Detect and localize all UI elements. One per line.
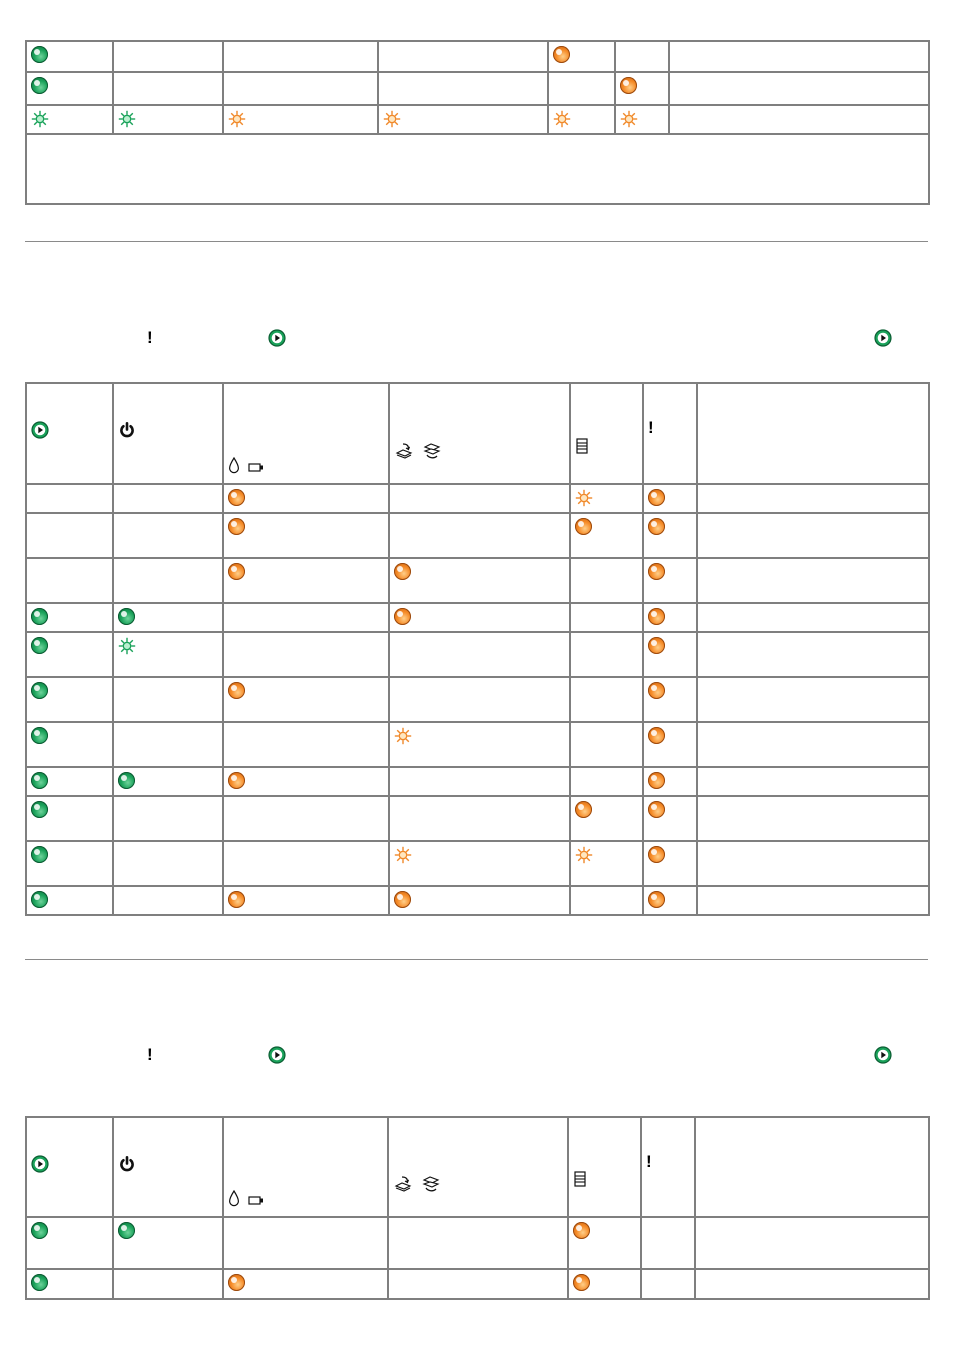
- table-cell: [26, 72, 113, 105]
- table-cell: [223, 796, 389, 841]
- table-row: [26, 558, 929, 603]
- table-cell: [113, 886, 223, 915]
- section-divider: [25, 959, 928, 960]
- table-cell: [615, 41, 669, 72]
- green-lamp-on-icon: [31, 727, 48, 744]
- table-cell: [389, 558, 570, 603]
- ready-continue-icon: [31, 1155, 49, 1176]
- troubleshooting-link[interactable]: [702, 518, 877, 552]
- tray-icon: [575, 437, 589, 458]
- table-row: [26, 484, 929, 513]
- table-cell: [223, 677, 389, 722]
- table-cell: [113, 72, 223, 105]
- table-cell: [643, 677, 697, 722]
- table-cell: [26, 677, 113, 722]
- table-cell: [378, 41, 548, 72]
- header-description: [697, 383, 929, 484]
- orange-lamp-on-icon: [648, 801, 665, 818]
- header-tray: [568, 1117, 641, 1217]
- power-icon: [118, 421, 136, 442]
- orange-lamp-on-icon: [575, 801, 592, 818]
- table-cell: [26, 1269, 113, 1299]
- orange-lamp-blinking-icon: [575, 846, 593, 864]
- paper-jam-icon: [421, 1175, 441, 1196]
- table-cell: [223, 558, 389, 603]
- table-cell: [570, 632, 643, 677]
- table-cell: [26, 558, 113, 603]
- orange-lamp-on-icon: [553, 46, 570, 63]
- table-cell: [643, 767, 697, 796]
- table-cell: [389, 513, 570, 558]
- description-cell: [697, 886, 929, 915]
- orange-lamp-on-icon: [648, 608, 665, 625]
- troubleshooting-link[interactable]: [702, 846, 877, 880]
- table-cell: [26, 632, 113, 677]
- description-cell: [697, 796, 929, 841]
- orange-lamp-blinking-icon: [394, 846, 412, 864]
- ready-continue-icon: [31, 421, 49, 442]
- paper-jam-icon: [422, 442, 442, 463]
- table-header-row: [26, 1117, 929, 1217]
- table-cell: [643, 722, 697, 767]
- table-row: [26, 796, 929, 841]
- table-cell: [113, 513, 223, 558]
- table-cell: [570, 484, 643, 513]
- table-cell: [26, 513, 113, 558]
- table-cell: [223, 513, 389, 558]
- table-cell: [223, 1217, 388, 1269]
- orange-lamp-on-icon: [648, 563, 665, 580]
- green-lamp-on-icon: [31, 1274, 48, 1291]
- table-cell: [113, 41, 223, 72]
- table-cell: [641, 1269, 695, 1299]
- ink-drop-icon: [228, 1189, 240, 1210]
- table-row: [26, 767, 929, 796]
- troubleshooting-link[interactable]: [702, 772, 902, 789]
- troubleshooting-link[interactable]: [702, 563, 877, 597]
- table-cell: [26, 1217, 113, 1269]
- orange-lamp-on-icon: [228, 518, 245, 535]
- orange-lamp-on-icon: [648, 727, 665, 744]
- table-cell: [26, 105, 113, 134]
- green-lamp-on-icon: [118, 1222, 135, 1239]
- orange-lamp-blinking-icon: [553, 110, 571, 128]
- table-row: [26, 603, 929, 632]
- table-cell: [570, 513, 643, 558]
- header-ready: [26, 1117, 113, 1217]
- description-cell: [697, 603, 929, 632]
- header-power: [113, 383, 223, 484]
- header-tray: [570, 383, 643, 484]
- header-paper: [389, 383, 570, 484]
- table-cell: [570, 796, 643, 841]
- header-error: [643, 383, 697, 484]
- header-ink: [223, 383, 389, 484]
- orange-lamp-on-icon: [620, 77, 637, 94]
- table-cell: [389, 796, 570, 841]
- table-cell: [643, 513, 697, 558]
- troubleshooting-link[interactable]: [702, 637, 877, 671]
- table-cell: [113, 722, 223, 767]
- green-lamp-on-icon: [31, 891, 48, 908]
- description-cell: [697, 841, 929, 886]
- orange-lamp-on-icon: [648, 489, 665, 506]
- ready-continue-icon: [874, 1046, 892, 1067]
- table-cell: [389, 767, 570, 796]
- table-cell: [26, 603, 113, 632]
- troubleshooting-link[interactable]: [700, 1274, 900, 1291]
- exclamation-icon: !: [648, 418, 654, 437]
- table-cell: [223, 841, 389, 886]
- green-lamp-on-icon: [31, 682, 48, 699]
- cartridge-icon: [248, 462, 264, 477]
- header-ink: [223, 1117, 388, 1217]
- section-intro-1: [0, 328, 954, 350]
- orange-lamp-blinking-icon: [394, 727, 412, 745]
- table-header-row: [26, 383, 929, 484]
- orange-lamp-on-icon: [648, 682, 665, 699]
- orange-lamp-on-icon: [648, 772, 665, 789]
- troubleshooting-link[interactable]: [702, 801, 877, 835]
- table-cell: [26, 841, 113, 886]
- orange-lamp-on-icon: [394, 608, 411, 625]
- table-cell: [223, 484, 389, 513]
- green-lamp-blinking-icon: [118, 110, 136, 128]
- section-divider: [25, 241, 928, 242]
- table-cell: [223, 72, 378, 105]
- orange-lamp-on-icon: [228, 682, 245, 699]
- table-cell: [570, 767, 643, 796]
- header-paper: [388, 1117, 568, 1217]
- table-row: [26, 677, 929, 722]
- table-cell: [568, 1269, 641, 1299]
- table-cell: [113, 1217, 223, 1269]
- table-cell: [643, 796, 697, 841]
- table-cell: [113, 105, 223, 134]
- table-cell: [389, 603, 570, 632]
- table-cell: [643, 603, 697, 632]
- table-cell: [568, 1217, 641, 1269]
- table-cell: [223, 603, 389, 632]
- table-cell: [113, 632, 223, 677]
- exclamation-icon: !: [646, 1152, 652, 1171]
- green-lamp-on-icon: [31, 608, 48, 625]
- table-cell: [389, 677, 570, 722]
- table-row: [26, 841, 929, 886]
- note-cell: [26, 134, 929, 204]
- table-cell: [570, 677, 643, 722]
- green-lamp-on-icon: [118, 772, 135, 789]
- description-cell: [697, 677, 929, 722]
- orange-lamp-on-icon: [648, 637, 665, 654]
- description-cell: [697, 632, 929, 677]
- ready-continue-icon: [268, 1046, 286, 1067]
- table-cell: [570, 722, 643, 767]
- green-lamp-on-icon: [31, 772, 48, 789]
- table-row: [26, 1269, 929, 1299]
- green-lamp-on-icon: [31, 77, 48, 94]
- table-cell: [26, 41, 113, 72]
- description-cell: [697, 484, 929, 513]
- exclamation-icon: !: [147, 328, 153, 347]
- ready-continue-icon: [874, 329, 892, 350]
- table-cell: [26, 796, 113, 841]
- table-cell: [378, 72, 548, 105]
- table-cell: [570, 886, 643, 915]
- table-cell: [643, 632, 697, 677]
- table-cell: [113, 603, 223, 632]
- table-cell: [113, 677, 223, 722]
- table-cell: [615, 105, 669, 134]
- table-cell: [113, 767, 223, 796]
- table-cell: [223, 41, 378, 72]
- orange-lamp-on-icon: [394, 563, 411, 580]
- header-description: [695, 1117, 929, 1217]
- table-cell: [548, 105, 615, 134]
- paper-feed-icon: [394, 442, 414, 463]
- orange-lamp-blinking-icon: [620, 110, 638, 128]
- table-row: [26, 722, 929, 767]
- orange-lamp-on-icon: [228, 1274, 245, 1291]
- power-icon: [118, 1155, 136, 1176]
- table-cell: [113, 841, 223, 886]
- table-cell: [548, 72, 615, 105]
- description-cell: [697, 722, 929, 767]
- table-cell: [388, 1217, 568, 1269]
- table-cell: [548, 41, 615, 72]
- table-cell: [113, 558, 223, 603]
- troubleshooting-link[interactable]: [702, 682, 877, 716]
- error-table-continued: [25, 40, 930, 205]
- table-row: [26, 134, 929, 204]
- table-cell: [669, 105, 929, 134]
- table-row: [26, 1217, 929, 1269]
- table-cell: [113, 796, 223, 841]
- table-cell: [643, 558, 697, 603]
- orange-lamp-on-icon: [648, 846, 665, 863]
- table-cell: [223, 767, 389, 796]
- table-cell: [113, 1269, 223, 1299]
- table-cell: [389, 632, 570, 677]
- orange-lamp-on-icon: [575, 518, 592, 535]
- table-cell: [113, 484, 223, 513]
- table-cell: [389, 722, 570, 767]
- green-lamp-on-icon: [31, 846, 48, 863]
- orange-lamp-on-icon: [228, 891, 245, 908]
- section-intro-2: [0, 1045, 954, 1067]
- orange-lamp-blinking-icon: [228, 110, 246, 128]
- description-cell: [697, 558, 929, 603]
- orange-lamp-on-icon: [648, 518, 665, 535]
- table-cell: [669, 72, 929, 105]
- ready-continue-icon: [268, 329, 286, 350]
- table-cell: [388, 1269, 568, 1299]
- troubleshooting-link[interactable]: [702, 608, 902, 625]
- table-cell: [223, 632, 389, 677]
- table-row: [26, 105, 929, 134]
- table-cell: [26, 484, 113, 513]
- table-cell: [26, 886, 113, 915]
- green-lamp-on-icon: [31, 801, 48, 818]
- table-cell: [643, 886, 697, 915]
- description-cell: [695, 1269, 929, 1299]
- table-cell: [570, 841, 643, 886]
- table-cell: [26, 722, 113, 767]
- orange-lamp-on-icon: [573, 1222, 590, 1239]
- green-lamp-blinking-icon: [31, 110, 49, 128]
- table-row: [26, 886, 929, 915]
- description-cell: [697, 767, 929, 796]
- green-lamp-blinking-icon: [118, 637, 136, 655]
- exclamation-icon: !: [147, 1045, 153, 1064]
- table-cell: [389, 841, 570, 886]
- orange-lamp-on-icon: [228, 772, 245, 789]
- paper-feed-icon: [393, 1175, 413, 1196]
- tray-icon: [573, 1170, 587, 1191]
- table-cell: [389, 886, 570, 915]
- table-row: [26, 72, 929, 105]
- ink-drop-icon: [228, 456, 240, 477]
- orange-lamp-blinking-icon: [575, 489, 593, 507]
- troubleshooting-link[interactable]: [702, 727, 877, 761]
- troubleshooting-link[interactable]: [700, 1222, 875, 1256]
- table-cell: [643, 841, 697, 886]
- table-cell: [669, 41, 929, 72]
- table-row: [26, 41, 929, 72]
- green-lamp-on-icon: [31, 46, 48, 63]
- table-row: [26, 632, 929, 677]
- error-conditions-table-2: [25, 1116, 930, 1300]
- header-ready: [26, 383, 113, 484]
- green-lamp-on-icon: [31, 637, 48, 654]
- table-cell: [223, 722, 389, 767]
- troubleshooting-link[interactable]: [702, 891, 902, 908]
- table-cell: [223, 1269, 388, 1299]
- orange-lamp-blinking-icon: [383, 110, 401, 128]
- table-cell: [389, 484, 570, 513]
- error-conditions-table: [25, 382, 930, 916]
- orange-lamp-on-icon: [228, 489, 245, 506]
- table-cell: [643, 484, 697, 513]
- green-lamp-on-icon: [118, 608, 135, 625]
- table-cell: [615, 72, 669, 105]
- header-power: [113, 1117, 223, 1217]
- green-lamp-on-icon: [31, 1222, 48, 1239]
- table-row: [26, 513, 929, 558]
- description-cell: [697, 513, 929, 558]
- table-cell: [378, 105, 548, 134]
- description-cell: [695, 1217, 929, 1269]
- table-cell: [26, 767, 113, 796]
- table-cell: [223, 105, 378, 134]
- header-error: [641, 1117, 695, 1217]
- table-cell: [570, 603, 643, 632]
- table-cell: [223, 886, 389, 915]
- orange-lamp-on-icon: [394, 891, 411, 908]
- orange-lamp-on-icon: [648, 891, 665, 908]
- table-cell: [570, 558, 643, 603]
- orange-lamp-on-icon: [228, 563, 245, 580]
- cartridge-icon: [248, 1195, 264, 1210]
- orange-lamp-on-icon: [573, 1274, 590, 1291]
- troubleshooting-link[interactable]: [702, 489, 902, 506]
- table-cell: [641, 1217, 695, 1269]
